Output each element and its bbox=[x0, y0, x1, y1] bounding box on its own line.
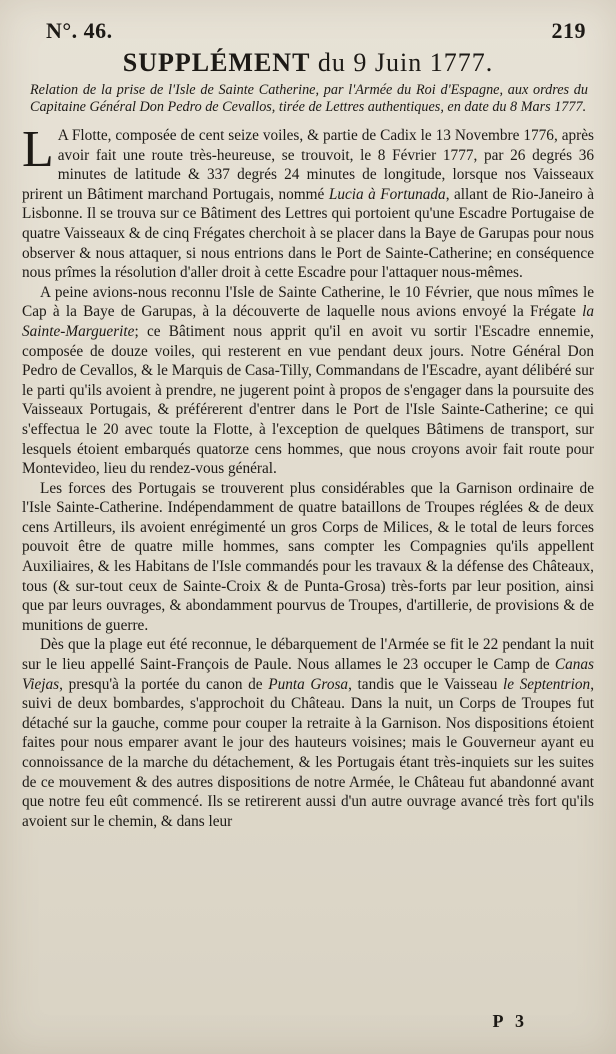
paragraph-4-text-b: , presqu'à la portée du canon de bbox=[59, 675, 269, 693]
paragraph-1-text-a: A Flotte, composée de cent seize voiles, & partie de Cadix le 13 Novembre 1776, après avoir fait une route très-heureuse, se trouvoit, le 8 Février 1777, par 26 degrés 36 minutes de latitude & 337 degrés 24 minutes de longitude, lorsque nos Vaisseaux prirent un Bâtiment marchand Portugais, nommé bbox=[22, 127, 594, 203]
article-body bbox=[22, 121, 595, 831]
page-header bbox=[22, 18, 594, 44]
ship-name-septentrion: le Septentrion bbox=[502, 675, 591, 693]
paragraph-1 bbox=[22, 121, 595, 283]
place-canas-viejas: Canas Viejas bbox=[22, 656, 594, 693]
ship-name-marguerite: la Sainte-Marguerite bbox=[22, 303, 594, 340]
paragraph-2 bbox=[22, 283, 594, 479]
paragraph-4-text-d: , suivi de deux bombardes, s'approchoit du Château. Dans la nuit, un Corps de Troupes fut détaché sur la gauche, comme pour couper la retraite à la Garnison. Nos dispositions étoient faites pour nous emparer avant le jour des hauteurs voisines; mais le Gouverneur ayant eu connoissance de la marche du détachement, & les Portugais étant très-inquiets sur les suites de ce mouvement & des autres dispositions de notre Armée, le Château fut abandonné avant que notre feu eût commencé. Ils se retirerent aussi d'un autre ouvrage avancé très fort qu'ils avoient sur le chemin, & dans leur bbox=[22, 675, 595, 830]
ship-name-lucia: Lucia à Fortunada bbox=[328, 185, 446, 203]
title-main: SUPPLÉMENT bbox=[122, 48, 311, 77]
paragraph-4-text-a: Dès que la plage eut été reconnue, le débarquement de l'Armée se fit le 22 pendant la nuit sur le lieu appellé Saint-François de Paule. Nous allames le 23 occuper le Camp de bbox=[22, 636, 594, 674]
paragraph-2-text-b: ; ce Bâtiment nous apprit qu'il en avoit vu sortir l'Escadre ennemie, composée de douze voiles, qui resterent en vue pendant deux jours. Notre Général Don Pedro de Cevallos, & le Marquis de Casa-Tilly, Commandans de l'Escadre, ayant délibéré sur le parti qu'ils avoient à prendre, ne jugerent point à propos de s'engager dans la poursuite des Vaisseaux Portugais, & préférerent d'entrer dans le Port de l'Isle Sainte-Catherine; ce qui s'effectua le 20 avec toute la Flotte, à l'exception de quelques Bâtimens de transport, sur lesquels étoient embarqués quatorze cens hommes, que nous croyons avoir fait route pour Montevideo, lieu du rendez-vous général. bbox=[22, 322, 594, 478]
subtitle: Relation de la prise de l'Isle de Sainte Catherine, par l'Armée du Roi d'Espagne, aux ordres du Capitaine Général Don Pedro de Cevallos, tirée de Lettres authentiques, en date du 8 Mars 1777. bbox=[30, 82, 588, 115]
drop-cap: L bbox=[22, 121, 54, 178]
paragraph-4-text-c: , tandis que le Vaisseau bbox=[348, 675, 503, 693]
paragraph-2-text-a: A peine avions-nous reconnu l'Isle de Sainte Catherine, le 10 Février, que nous mîmes le Cap à la Baye de Garupas, à la découverte de laquelle nous avions envoyé la Frégate bbox=[22, 283, 594, 321]
title-date: du 9 Juin 1777. bbox=[317, 48, 494, 77]
page-title bbox=[22, 48, 594, 78]
issue-number: N°. 46. bbox=[46, 18, 113, 43]
paragraph-3-text: Les forces des Portugais se trouverent plus considérables que la Garnison ordinaire de l'Isle Sainte-Catherine. Indépendamment de quatre bataillons de Troupes réglées & de deux cens Artilleurs, ils avoient enrégimenté un gros Corps de Milices, & le total de leurs forces pouvoit être de quatre mille hommes, sans compter les Compagnies qu'ils appellent Auxiliaires, & les Habitans de l'Isle commandés pour les travaux & la défense des Châteaux, tous (& sur-tout ceux de Sainte-Croix & de Punta-Grosa) très-forts par leur position, ainsi que par leurs ouvrages, & abondamment pourvus de Troupes, d'artillerie, de provisions & de munitions de guerre. bbox=[22, 479, 594, 634]
page-number: 219 bbox=[551, 18, 586, 43]
paragraph-3 bbox=[22, 479, 594, 636]
paragraph-4 bbox=[22, 635, 594, 831]
paragraph-1-text-b: , allant de Rio-Janeiro à Lisbonne. Il se trouva sur ce Bâtiment des Lettres qui portoient qu'une Escadre Portugaise de quatre Vaisseaux & de cinq Frégates cherchoit à se placer dans la Baye de Garupas pour nous observer & nous attaquer, si nous entrions dans le Port de Sainte-Catherine; en conséquence nous prîmes la résolution d'aller droit à cette Escadre pour l'attaquer nous-mêmes. bbox=[22, 185, 595, 282]
signature-mark: P 3 bbox=[492, 1011, 528, 1031]
place-punta-grosa: Punta Grosa bbox=[268, 675, 349, 693]
